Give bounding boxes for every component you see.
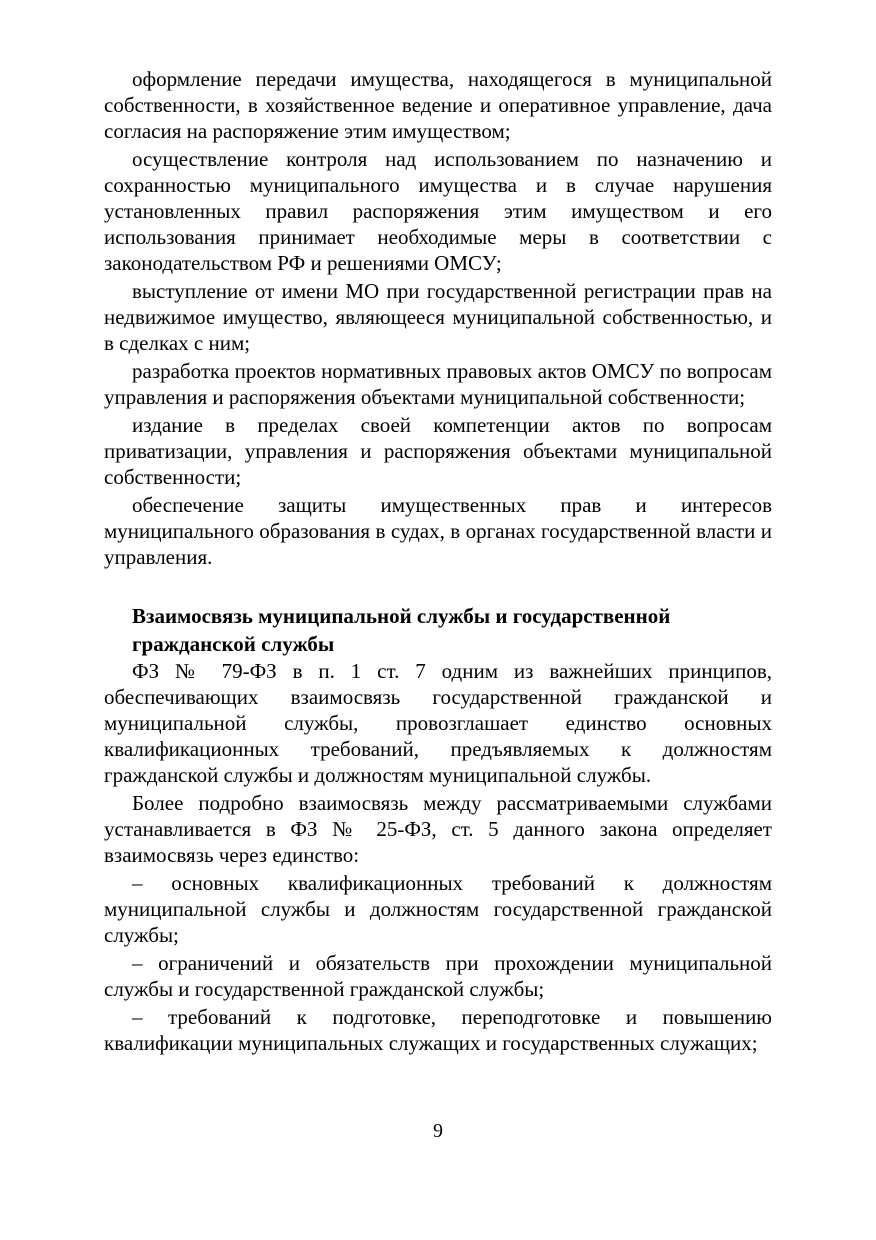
body-paragraph: осуществление контроля над использованием по назначению и сохранностью муниципального имущества и в случае нарушения установленных правил распоряжения этим имуществом и его использования принимает необходимые меры в соответствии с законодательством РФ и решениями ОМСУ; (104, 147, 772, 275)
page-body (104, 66, 772, 1056)
list-item: – ограничений и обязательств при прохождении муниципальной службы и государственной гражданской службы; (104, 951, 772, 1001)
page-number: 9 (433, 1120, 443, 1142)
body-paragraph: обеспечение защиты имущественных прав и интересов муниципального образования в судах, в органах государственной власти и управления. (104, 493, 772, 569)
section-paragraph: Более подробно взаимосвязь между рассматриваемыми службами устанавливается в ФЗ № 25-ФЗ, ст. 5 данного закона определяет взаимосвязь через единство: (104, 791, 772, 867)
list-item: – основных квалификационных требований к должностям муниципальной службы и должностям государственной гражданской службы; (104, 871, 772, 947)
body-paragraph: оформление передачи имущества, находящегося в муниципальной собственности, в хозяйственное ведение и оперативное управление, дача согласия на распоряжение этим имуществом; (104, 67, 772, 143)
body-paragraph: выступление от имени МО при государственной регистрации прав на недвижимое имущество, являющееся муниципальной собственностью, и в сделках с ним; (104, 279, 772, 355)
section-heading: Взаимосвязь муниципальной службы и государственной гражданской службы (132, 604, 671, 656)
body-paragraph: разработка проектов нормативных правовых актов ОМСУ по вопросам управления и распоряжения объектами муниципальной собственности; (104, 359, 772, 409)
list-item: – требований к подготовке, переподготовке и повышению квалификации муниципальных служащих и государственных служащих; (104, 1005, 772, 1055)
section-paragraph: ФЗ № 79-ФЗ в п. 1 ст. 7 одним из важнейших принципов, обеспечивающих взаимосвязь государственной гражданской и муниципальной службы, провозглашает единство основных квалификационных требований, предъявляемых к должностям гражданской службы и должностям муниципальной службы. (104, 659, 772, 787)
body-paragraph: издание в пределах своей компетенции актов по вопросам приватизации, управления и распоряжения объектами муниципальной собственности; (104, 413, 772, 489)
